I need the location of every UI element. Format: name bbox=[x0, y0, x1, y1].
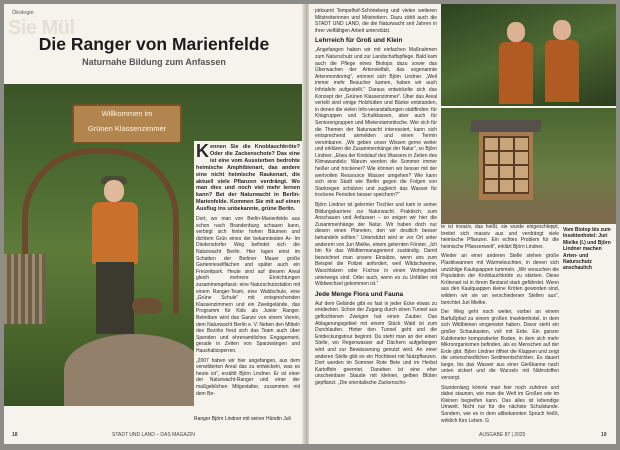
body-paragraph: Auf dem Gelände gibt es fast in jeder Ecke etwas zu entdecken. Schon der Zugang durch einen Tunnel aus geflochtenen Zweigen hat einen Zauber. Das Ablagerungsgebiet mit einem Stück Wald ist zum Durchlaufen. Hinter den Tunnel geht und die Entdeckungstour beginnt. Da steht man an der einen Stelle, wo Regenwasser auf Dächern aufgefangen wird und zur Bewässerung genutzt wird. An einer anderen Stelle gibt es ein Hochbeet mit Nutzpflanzen. Dort werden im Sommer Rote Bete und im Herbst Kartoffeln geerntet. Daneben ist eine eher unscheinbare Staude mit kleinen, gelben Blüten gepflanzt. „Die orientalische Zackenscho- bbox=[315, 300, 437, 386]
right-column-2 bbox=[441, 224, 559, 427]
body-paragraph: „2007 haben wir hier angefangen, aus dem verwilderten Areal das zu entwickeln, was es heute ist“, erzählt Björn Lindner. Er ist einer der Naturwacht-Ranger und einer der maßgeblichen Mitgestalter, zusammen mit dem Be- bbox=[196, 357, 300, 397]
issue-label: AUSGABE 87 | 2025 bbox=[479, 432, 526, 438]
ranger-head bbox=[104, 180, 124, 202]
lead-column bbox=[196, 141, 300, 400]
section-kicker: Ökologie bbox=[12, 10, 34, 16]
insect-hotel-cells bbox=[483, 136, 529, 194]
body-paragraph: te ist invasiv, das heißt, sie wurde eingeschleppt, breitet sich massiv aus und verdrängt viele heimische Pflanzen. Ein echtes Problem für die heimische Pflanzenwelt“, erklärt Björn Lindner. bbox=[441, 224, 559, 250]
body-paragraph: Der Weg geht noch weiter, vorbei an einem Barfußpfad zu einem großen Insektenhotel, in dem sich Wildbienen eingenistet haben. Davor steht ein großer Schaukasten, voll mit Erde. Ein ganzer Kubikmeter kompostierter Boden, in dem sich mehr Mikroorganismen befinden, als es Menschen auf der Erde gibt. Björn Lindner öffnet die Klappen und zeigt die unterschiedlichen Sedimentschichten. Es dauert lange, bis das Wasser aus einer Gießkanne nach unten sickert und die Wurzeln mit Nährstoffen versorgt. bbox=[441, 309, 559, 382]
magazine-name: STADT UND LAND – DAS MAGAZIN bbox=[112, 432, 195, 438]
right-photo-caption: Vom Biotop bis zum Insektenhotel: Juri Mielke (l.) und Björn Lindner machen Arten- und Naturschutz anschaulich bbox=[563, 227, 611, 272]
ranger-jacket bbox=[92, 202, 138, 264]
photo-caption: Ranger Björn Lindner mit seiner Hündin Juli bbox=[194, 416, 291, 422]
page-number-left: 18 bbox=[12, 432, 18, 438]
insect-hotel-roof bbox=[470, 120, 541, 132]
left-page bbox=[4, 4, 304, 444]
body-paragraph: „Angefangen haben wir mit einfachen Maßnahmen zum Naturschutz und zur Landschaftspflege. Bald kam auch die Pflege eines Biotops dazu sowie das Überwachen der Artenvielfalt, das sogenannte Artenmonitoring“, erinnert sich Björn Lindner. „Weil immer mehr Besucher kamen, haben wir auch Infotafeln aufgestellt.“ Daraus entwickelte sich das Konzept der „Grünen Klassenzimmer“. Über das Areal verteilt sind einige Holzhütten und Bänke entstanden, in denen die vielen Info-veranstaltungen stattfinden: für Kitagruppen und Schulklassen, aber auch für Seniorengruppen und Mieterstammtische. Wer sich für die Themen der Naturwacht interessiert, kann sich entsprechend anmelden und einen Termin vereinbaren. „Wir geben unser Wissen gerne weiter und erklären die Zusammenhänge der Natur“, so Björn Lindner. „Etwa der Kreislauf des Wassers in Zeiten des Klimawandels: Warum werden die Sommer immer heißer und trockener? Wie können wir besser mit der wertvollen Ressource Wasser umgehen? Wie kann sich eine Stadt wie Berlin gegen die Folgen von Starkregen schützen und zugleich das Wasser für trockene Perioden besser speichern?“ bbox=[315, 47, 437, 199]
ranger-juri-jacket bbox=[499, 42, 533, 104]
welcome-sign bbox=[72, 104, 182, 144]
insect-hotel-photo bbox=[441, 108, 616, 224]
drop-cap: K bbox=[196, 141, 209, 161]
welcome-sign-line-1: Willkommen im bbox=[101, 109, 153, 118]
body-paragraph: Wieder an einer anderen Stelle stehen große Plastikwannen mit Wärmeleuchten, in denen sich unzählige Kaulquappen tummeln. „Wir versuchen die Population der Knoblauchkröte zu stärken. Diese Krötenart ist in ihrem Bestand stark gefährdet. Wenn aus den Kaulquappen kleine Kröten geworden sind, wildern wir sie an verschiedenen Stellen aus“, berichtet Juri Mielke. bbox=[441, 253, 559, 306]
body-paragraph: Dort, wo man von Berlin-Marienfelde aus schon nach Brandenburg schauen kann, verbirgt sich hinter hohen Bäumen und dichtem Grün eines der bekanntesten Ar- Im Diedersdorfer Weg befindet sich die Naturwacht Berlin. Hier lagen einst im Schatten der Berliner Mauer große Gartenrieselflächen und später auch ein Freizeitpark. Heute sind auf diesem Areal gleich mehrere Einrichtungen zusammengefasst: eine Naturschutzstation mit einem Ranger-Team, eine Waldschule, eine „Grüne Schule“ mit entsprechenden Klassenzimmern und ein Zweitgelände, das Programm für Kids als Junior Ranger. Betreiben wird das Ganze von einem Verein, dem Naturwacht Berlin e. V. Neben den Mitteln des Bezirks freut sich das Team auch über Spenden und ehrenamtliches Engagement, gerade in Zeiten von Sparzwängen und Haushaltssperren. bbox=[196, 216, 300, 354]
ranger-juri-head bbox=[507, 22, 525, 42]
body-paragraph: Stundenlang könnte man hier noch zuhören und dabei staunen, wie man die Welt im Großen wie im Kleinen begreifen kann. Das alles ist lebendige Umwelt. Nicht nur für die nächste Schulstunde. Sondern, wie es in dem altbekannten Spruch heißt, wirklich fürs Leben. G bbox=[441, 384, 559, 424]
welcome-sign-line-2: Grünen Klassenzimmer bbox=[87, 124, 167, 133]
dirt-path bbox=[64, 334, 204, 406]
page-number-right: 19 bbox=[601, 432, 607, 438]
lead-paragraph bbox=[196, 141, 300, 213]
right-page bbox=[309, 4, 616, 444]
lead-text: ennen Sie die Knoblauchkröte? Oder die Zackenschote? Das eine ist eine vom Aussterben bedrohte heimische Amphibienart, das andere eine nicht heimische Raukenart, die aktuell viele Pflanzen verdrängt. Wo man dies und noch viel mehr lernen kann? Bei der Naturwacht in Berlin-Marienfelde. Kommen Sie mit auf einen Ausflug ins unbekannte, grüne Berlin. bbox=[196, 144, 300, 213]
article-title: Die Ranger von Marienfelde bbox=[38, 34, 270, 54]
ranger-legs bbox=[96, 262, 134, 334]
intro-paragraph: pirksamt Tempelhof-Schöneberg und vielen weiteren Mitstreiterinnen und Mitstreitern. Dazu zählt auch die STADT UND LAND, die die Naturwacht seit Jahren in ihrer vielfältigen Arbeit unterstützt. bbox=[315, 8, 437, 34]
ghost-headline: Sie Mül bbox=[8, 17, 75, 39]
article-subtitle: Naturnahe Bildung zum Anfassen bbox=[82, 57, 226, 67]
dog-juli bbox=[132, 298, 162, 314]
rangers-portrait-photo bbox=[441, 4, 616, 106]
ranger-bjoern-head bbox=[553, 20, 571, 40]
subheading-lehrreich: Lehrreich für Groß und Klein bbox=[315, 37, 403, 45]
body-paragraph: Björn Lindner ist gelernter Tischler und kam in seiner Bildungskarriere zur Naturwacht. Praktisch, zum Anschauen und Anfassen – so zeigen wir hier die Zusammenhänge der Natur. Wir haben doch nur diesen einen Planeten, den wir deutlich besser behandeln sollten.“ Unterstützt wird er vor Ort unter anderem von Juri Mielke, einem gelernten Förster. „Ich bin für das Wildtiermanagement zuständig. Damit bezeichnet man unsere Einsätze, wenn uns zum Beispiel die Polizei anfordert, weil Wildschweine, Waschbären oder Füchse in einen Wohngebiet unterwegs sind. Oder auch, wenn es zu Unfällen mit Wildwechsel gekommen ist.“ bbox=[315, 202, 437, 288]
right-column-1 bbox=[315, 8, 437, 389]
subheading-flora-fauna: Jede Menge Flora und Fauna bbox=[315, 290, 404, 298]
wooden-fence bbox=[4, 254, 46, 324]
ranger-bjoern-jacket bbox=[545, 40, 579, 102]
